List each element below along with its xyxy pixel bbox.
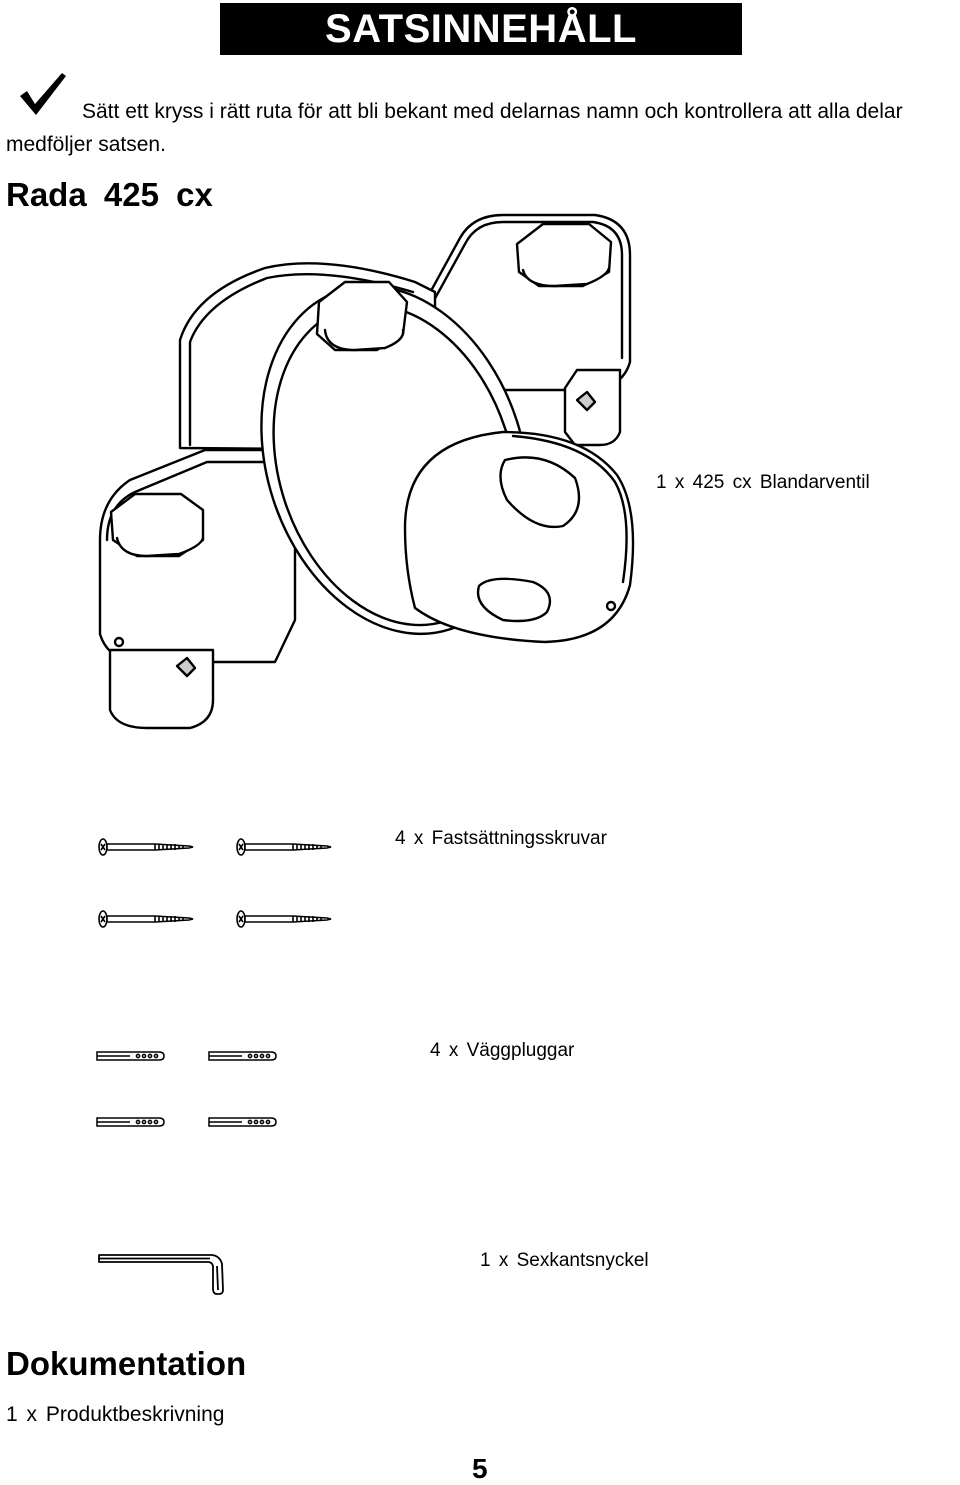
item-label-wall-plugs: 4 x Väggpluggar (430, 1040, 575, 1061)
hex-key-icon (96, 1250, 228, 1298)
page-title: SATSINNEHÅLL (325, 6, 637, 51)
wall-plug-icon (94, 1047, 284, 1133)
item-label-screws: 4 x Fastsättningsskruvar (395, 828, 607, 849)
page-header (220, 3, 742, 55)
item-label-hex-key: 1 x Sexkantsnyckel (480, 1250, 649, 1271)
documentation-title: Dokumentation (6, 1345, 247, 1382)
documentation-item: 1 x Produktbeskrivning (6, 1403, 225, 1426)
product-title: Rada 425 cx (6, 176, 213, 213)
screw-icon (97, 833, 337, 933)
mixing-valve-icon (95, 210, 655, 735)
intro-text: Sätt ett kryss i rätt ruta för att bli bekant med delarnas namn och kontrollera att alla delar medföljer satsen. (6, 100, 903, 156)
item-label-mixing-valve: 1 x 425 cx Blandarventil (656, 472, 870, 493)
page-number: 5 (472, 1453, 488, 1484)
